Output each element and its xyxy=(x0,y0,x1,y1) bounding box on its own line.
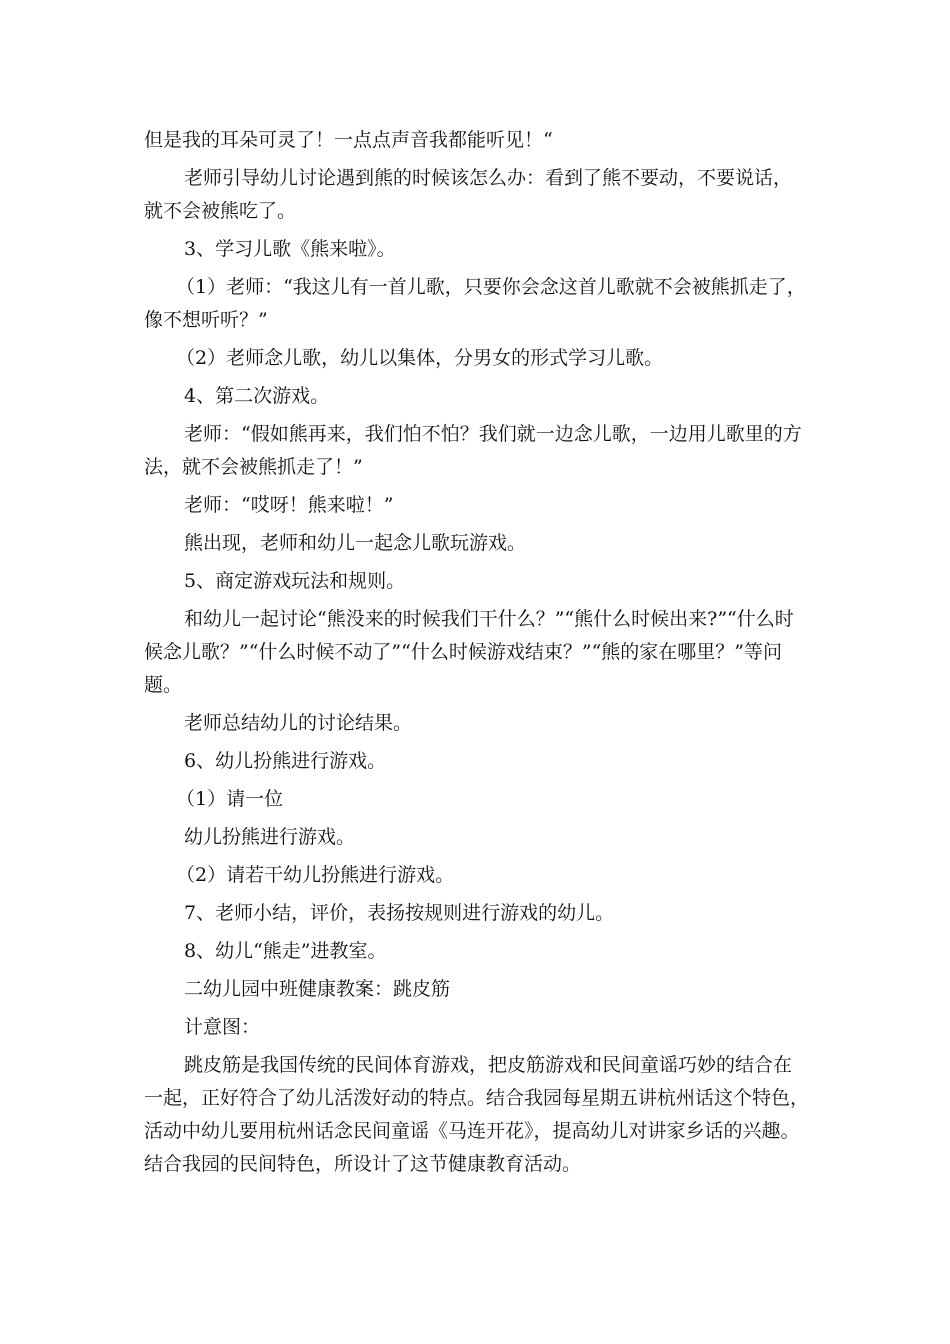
paragraph-5: （2）老师念儿歌，幼儿以集体，分男女的形式学习儿歌。 xyxy=(176,347,664,369)
paragraph-16: （2）请若干幼儿扮熊进行游戏。 xyxy=(176,864,455,886)
paragraph-9: 熊出现，老师和幼儿一起念儿歌玩游戏。 xyxy=(184,532,527,554)
paragraph-13: 6、幼儿扮熊进行游戏。 xyxy=(184,750,387,772)
paragraph-17: 7、老师小结，评价，表扬按规则进行游戏的幼儿。 xyxy=(184,902,615,924)
paragraph-20: 计意图： xyxy=(184,1016,261,1038)
paragraph-21: 跳皮筋是我国传统的民间体育游戏，把皮筋游戏和民间童谣巧妙的结合在一起，正好符合了幼儿活泼好动的特点。结合我园每星期五讲杭州话这个特色，活动中幼儿要用杭州话念民间童谣《马连开花》，提高幼儿对讲家乡话的兴趣。结合我园的民间特色，所设计了这节健康教育活动。 xyxy=(144,1054,810,1175)
paragraph-15: 幼儿扮熊进行游戏。 xyxy=(184,826,356,848)
paragraph-11: 和幼儿一起讨论“熊没来的时候我们干什么？”“熊什么时候出来?”“什么时候念儿歌？”“什么时候不动了”“什么时候游戏结束？”“熊的家在哪里？”等问题。 xyxy=(144,608,794,696)
paragraph-18: 8、幼儿“熊走”进教室。 xyxy=(184,940,387,962)
paragraph-6: 4、第二次游戏。 xyxy=(184,385,330,407)
paragraph-10: 5、商定游戏玩法和规则。 xyxy=(184,570,406,592)
paragraph-14: （1）请一位 xyxy=(176,788,284,810)
paragraph-3: 3、学习儿歌《熊来啦》。 xyxy=(184,238,396,260)
section-heading: 二幼儿园中班健康教案：跳皮筋 xyxy=(184,978,451,1000)
paragraph-4: （1）老师：“我这儿有一首儿歌，只要你会念这首儿歌就不会被熊抓走了，像不想听听？” xyxy=(144,276,806,331)
paragraph-12: 老师总结幼儿的讨论结果。 xyxy=(184,712,413,734)
document-body xyxy=(144,124,809,1186)
paragraph-8: 老师：“哎呀！熊来啦！” xyxy=(184,494,394,516)
paragraph-2: 老师引导幼儿讨论遇到熊的时候该怎么办：看到了熊不要动，不要说话，就不会被熊吃了。 xyxy=(144,167,793,222)
paragraph-7: 老师：“假如熊再来，我们怕不怕？我们就一边念儿歌，一边用儿歌里的方法，就不会被熊抓走了！” xyxy=(144,423,802,478)
paragraph-1: 但是我的耳朵可灵了！一点点声音我都能听见！“ xyxy=(144,129,553,151)
